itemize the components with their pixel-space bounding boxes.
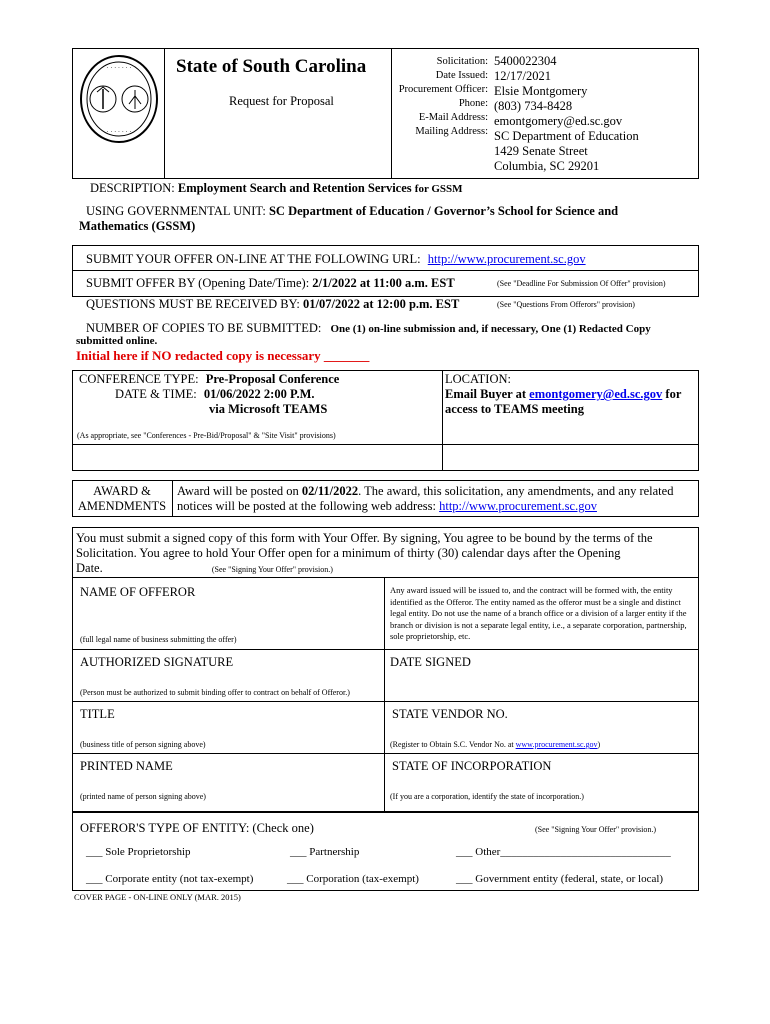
conference-type-row <box>79 372 339 387</box>
offer-text-3: Date. <box>76 561 103 575</box>
offer-note: (See "Signing Your Offer" provision.) <box>211 565 333 574</box>
conference-datetime-row <box>115 387 315 402</box>
mailing-line-2: 1429 Senate Street <box>494 144 588 158</box>
description-tail: for GSSM <box>414 183 463 195</box>
vendor-register-link[interactable]: www.procurement.sc.gov <box>515 740 598 749</box>
printed-name-label: PRINTED NAME <box>80 759 173 773</box>
entity-other[interactable]: ___ Other_______________________________ <box>456 846 671 858</box>
date-issued-label: Date Issued: <box>435 70 488 81</box>
offer-text-1: You must submit a signed copy of this form with Your Offer. By signing, You agree to be bound by the terms of the <box>76 531 653 545</box>
award-label <box>72 484 172 514</box>
solicitation-value: 5400022304 <box>494 54 557 68</box>
svg-text:· · · · · · ·: · · · · · · · <box>106 65 132 72</box>
email-value: emontgomery@ed.sc.gov <box>494 114 623 128</box>
conference-datetime-label: DATE & TIME: <box>115 387 197 401</box>
conference-type-label: CONFERENCE TYPE: <box>79 372 199 386</box>
vendor-hint <box>390 740 600 749</box>
printed-name-hint: (printed name of person signing above) <box>80 792 206 801</box>
incorporation-hint: (If you are a corporation, identify the state of incorporation.) <box>390 792 584 801</box>
incorporation-field[interactable] <box>386 775 697 789</box>
incorporation-label: STATE OF INCORPORATION <box>392 759 552 773</box>
doc-type: Request for Proposal <box>229 94 334 108</box>
title-field[interactable] <box>74 722 382 736</box>
vendor-hint-text: (Register to Obtain S.C. Vendor No. at <box>390 740 514 749</box>
award-label-1: AWARD & <box>93 484 151 498</box>
entity-corp-exempt[interactable]: ___ Corporation (tax-exempt) <box>287 873 419 885</box>
award-text-1b: . The award, this solicitation, any amendments, and any related <box>358 484 674 498</box>
submit-url-row <box>86 252 586 267</box>
award-text <box>177 484 673 514</box>
questions-row <box>86 297 459 312</box>
entity-partnership[interactable]: ___ Partnership <box>290 846 360 858</box>
copies-label: NUMBER OF COPIES TO BE SUBMITTED: <box>86 321 322 335</box>
mailing-line-1: SC Department of Education <box>494 129 639 143</box>
offeror-name-label: NAME OF OFFEROR <box>80 585 196 599</box>
footer: COVER PAGE - ON-LINE ONLY (MAR. 2015) <box>74 892 241 902</box>
conference-via: via Microsoft TEAMS <box>209 402 328 416</box>
offer-text-2: Solicitation. You agree to hold Your Offer open for a minimum of thirty (30) calendar days after the Opening <box>76 546 621 560</box>
mailing-label: Mailing Address: <box>415 126 488 137</box>
questions-label: QUESTIONS MUST BE RECEIVED BY: <box>86 297 300 311</box>
copies-value-2: submitted online. <box>76 335 158 347</box>
award-text-2: notices will be posted at the following web address: <box>177 499 436 513</box>
location-text-1: Email Buyer at <box>445 387 527 401</box>
date-signed-field[interactable] <box>386 670 697 699</box>
phone-label: Phone: <box>458 98 488 109</box>
buyer-email-link[interactable]: emontgomery@ed.sc.gov <box>529 387 663 401</box>
entity-government[interactable]: ___ Government entity (federal, state, or local) <box>456 873 664 885</box>
unit-value-2: Mathematics (GSSM) <box>79 219 196 233</box>
signature-label: AUTHORIZED SIGNATURE <box>80 655 234 669</box>
location-text-2: access to TEAMS meeting <box>445 402 584 416</box>
award-date: 02/11/2022 <box>301 484 359 498</box>
unit-label: USING GOVERNMENTAL UNIT: <box>86 204 266 218</box>
award-text-1a: Award will be posted on <box>177 484 299 498</box>
submit-by-value: 2/1/2022 at 11:00 a.m. EST <box>312 276 455 290</box>
email-label: E-Mail Address: <box>418 112 488 123</box>
phone-value: (803) 734-8428 <box>494 99 573 113</box>
copies-row <box>86 321 651 336</box>
location-label: LOCATION: <box>445 372 511 386</box>
award-label-2: AMENDMENTS <box>77 499 167 513</box>
submit-url-label: SUBMIT YOUR OFFER ON-LINE AT THE FOLLOWING URL: <box>86 252 421 266</box>
signature-field[interactable] <box>74 670 382 684</box>
header-values <box>494 54 639 174</box>
svg-text:· · · · · · ·: · · · · · · · <box>106 129 132 136</box>
description-row <box>90 181 463 196</box>
conference-note: (As appropriate, see "Conferences - Pre-Bid/Proposal" & "Site Visit" provisions) <box>77 431 336 440</box>
vendor-no-field[interactable] <box>386 722 697 736</box>
offeror-name-field[interactable] <box>74 600 382 630</box>
solicitation-label: Solicitation: <box>436 56 488 67</box>
description-label: DESCRIPTION: <box>90 181 175 195</box>
description-value: Employment Search and Retention Services <box>177 181 412 195</box>
date-signed-label: DATE SIGNED <box>390 655 471 669</box>
location-for: for <box>665 387 682 401</box>
governmental-unit <box>86 204 618 219</box>
procurement-officer-value: Elsie Montgomery <box>494 84 588 98</box>
location-row-1 <box>445 387 681 402</box>
offer-text <box>76 531 653 577</box>
conference-datetime-value: 01/06/2022 2:00 P.M. <box>203 387 315 401</box>
printed-name-field[interactable] <box>74 775 382 789</box>
state-seal-icon <box>79 54 159 144</box>
unit-value-1: SC Department of Education / Governor’s School for Science and <box>268 204 619 218</box>
procurement-officer-label: Procurement Officer: <box>398 84 488 95</box>
title-hint: (business title of person signing above) <box>80 740 206 749</box>
conference-type-value: Pre-Proposal Conference <box>205 372 340 386</box>
submit-by-note: (See "Deadline For Submission Of Offer" provision) <box>497 279 666 288</box>
award-entity-note: Any award issued will be issued to, and the contract will be formed with, the entity identified as the Offeror. The entity named as the offeror must be a single and distinct legal entity. Do not use the name of a branch office or a division of a larger entity if the branch or division is not a separate legal entity, i.e., a separate corporation, partnership, sole proprietorship, etc. <box>390 585 687 641</box>
questions-value: 01/07/2022 at 12:00 p.m. EST <box>303 297 460 311</box>
entity-label: OFFEROR'S TYPE OF ENTITY: (Check one) <box>80 821 314 835</box>
redacted-initial[interactable]: Initial here if NO redacted copy is necessary _______ <box>76 348 370 363</box>
copies-value-1: One (1) on-line submission and, if necessary, One (1) Redacted Copy <box>330 323 651 335</box>
entity-note: (See "Signing Your Offer" provision.) <box>535 825 657 834</box>
award-url-link[interactable]: http://www.procurement.sc.gov <box>439 499 597 513</box>
submit-by-row <box>86 276 455 291</box>
vendor-hint-close: ) <box>597 740 601 749</box>
offeror-name-hint: (full legal name of business submitting the offer) <box>80 635 237 644</box>
entity-corp-not-exempt[interactable]: ___ Corporate entity (not tax-exempt) <box>86 873 254 885</box>
submit-by-label: SUBMIT OFFER BY (Opening Date/Time): <box>86 276 310 290</box>
procurement-link[interactable]: http://www.procurement.sc.gov <box>427 252 586 266</box>
title-label: TITLE <box>80 707 115 721</box>
questions-note: (See "Questions From Offerors" provision) <box>497 300 635 309</box>
signature-hint: (Person must be authorized to submit binding offer to contract on behalf of Offeror.) <box>80 688 350 697</box>
mailing-line-3: Columbia, SC 29201 <box>494 159 600 173</box>
entity-sole[interactable]: ___ Sole Proprietorship <box>86 846 191 858</box>
state-title: State of South Carolina <box>176 56 367 77</box>
date-issued-value: 12/17/2021 <box>494 69 551 83</box>
header-labels <box>394 55 488 139</box>
vendor-no-label: STATE VENDOR NO. <box>392 707 508 721</box>
